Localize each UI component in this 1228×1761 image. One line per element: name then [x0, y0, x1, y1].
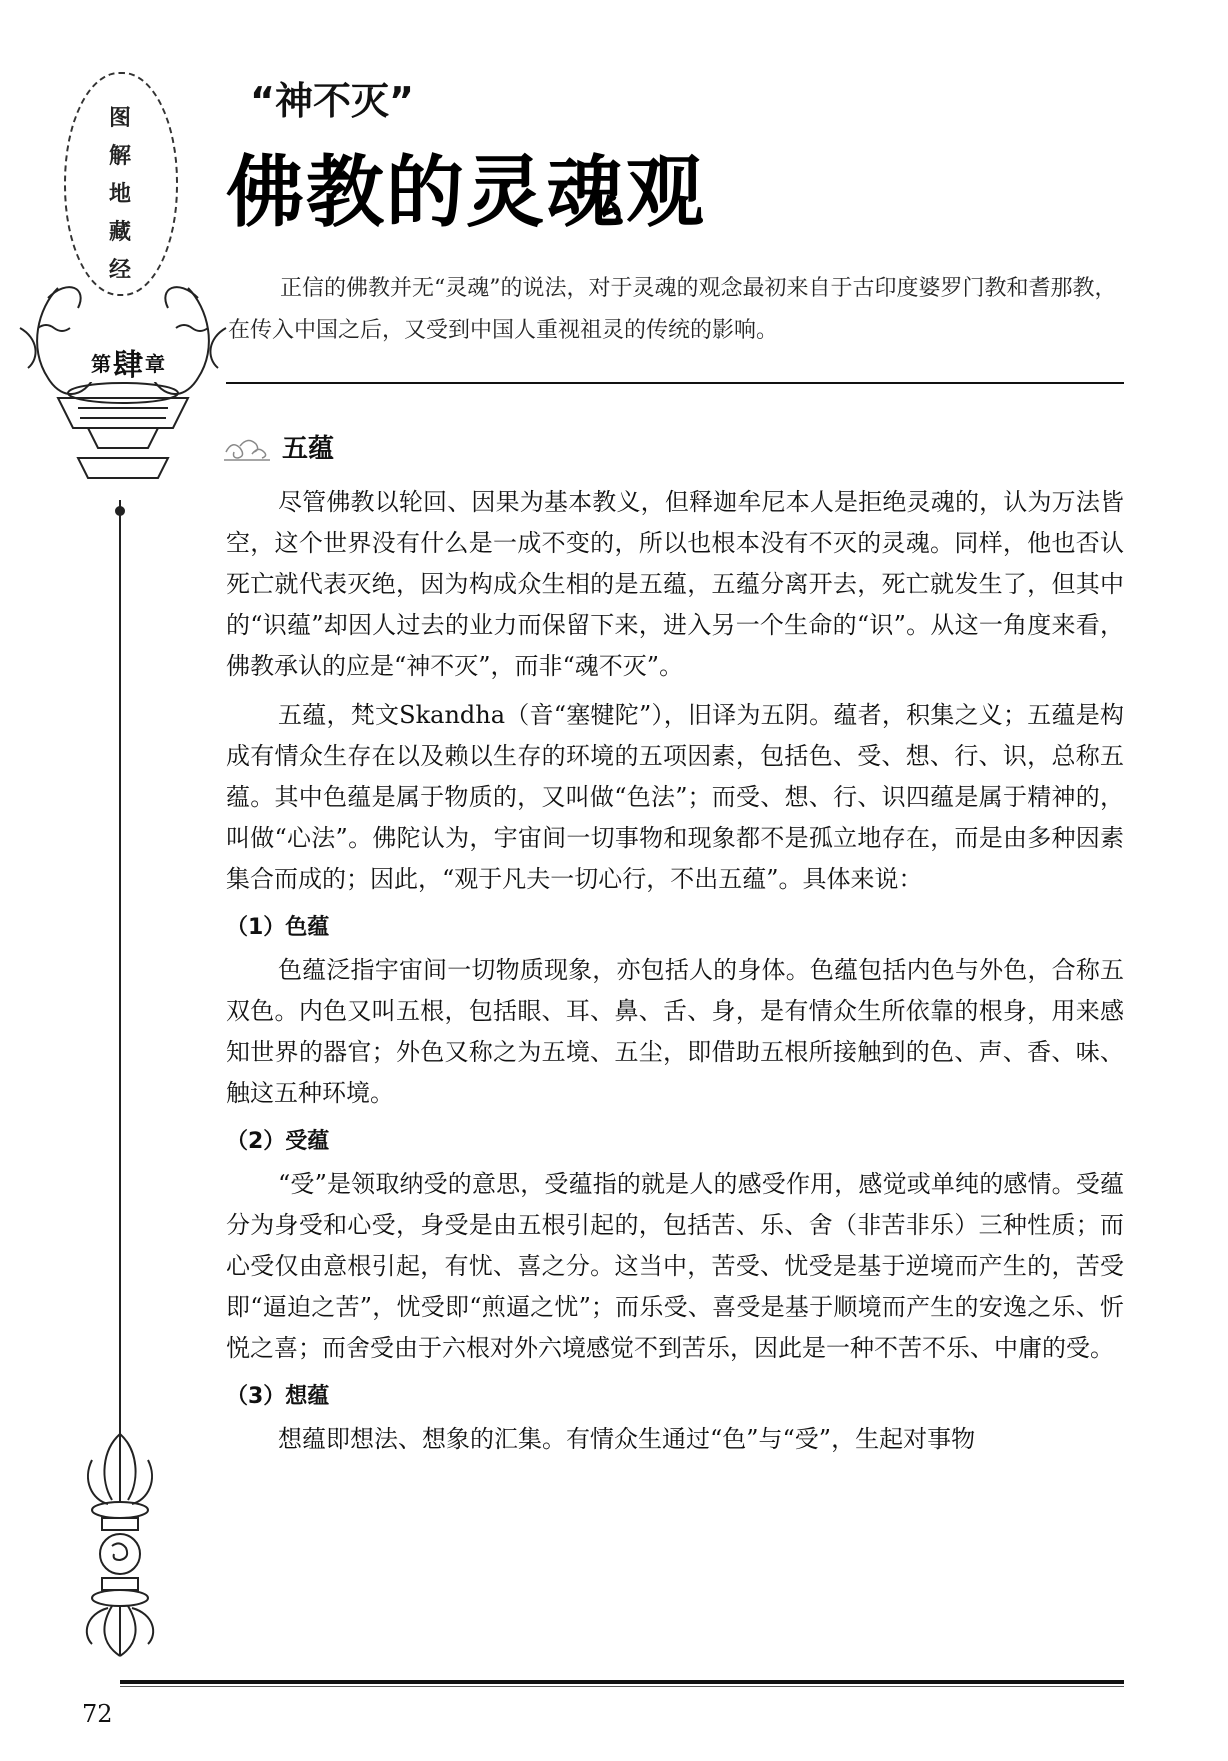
body-paragraph: 尽管佛教以轮回、因果为基本教义，但释迦牟尼本人是拒绝灵魂的，认为万法皆空，这个世界没有什么是一成不变的，所以也根本没有不灭的灵魂。同样，他也否认死亡就代表灭绝，因为构成众生相的是五蕴，五蕴分离开去，死亡就发生了，但其中的“识蕴”却因人过去的业力而保留下来，进入另一个生命的“识”。从这一角度来看，佛教承认的应是“神不灭”，而非“魂不灭”。 — [226, 488, 1124, 680]
body-paragraph: 色蕴泛指宇宙间一切物质现象，亦包括人的身体。色蕴包括内色与外色，合称五双色。内色又叫五根，包括眼、耳、鼻、舌、身，是有情众生所依靠的根身，用来感知世界的器官；外色又称之为五境、五尘，即借助五根所接触到的色、声、香、味、触这五种环境。 — [226, 956, 1124, 1107]
series-char: 解 — [108, 144, 131, 169]
section-heading: 五蕴 — [282, 434, 335, 464]
vajra-icon — [72, 1430, 168, 1660]
chapter-suffix: 章 — [145, 351, 165, 376]
footer-divider-thin — [120, 1686, 1124, 1687]
body-paragraph: 五蕴，梵文Skandha（音“塞犍陀”），旧译为五阴。蕴者，积集之义；五蕴是构成有情众生存在以及赖以生存的环境的五项因素，包括色、受、想、行、识，总称五蕴。其中色蕴是属于物质的，又叫做“色法”；而受、想、行、识四蕴是属于精神的，叫做“心法”。佛陀认为，宇宙间一切事物和现象都不是孤立地存在，而是由多种因素集合而成的；因此，“观于凡夫一切心行，不出五蕴”。具体来说： — [226, 701, 1124, 893]
chapter-badge — [72, 342, 184, 382]
chapter-prefix: 第 — [91, 351, 111, 376]
series-char: 图 — [108, 106, 131, 131]
body-paragraph: “受”是领取纳受的意思，受蕴指的就是人的感受作用，感觉或单纯的感情。受蕴分为身受和心受，身受是由五根引起的，包括苦、乐、舍（非苦非乐）三种性质；而心受仅由意根引起，有忧、喜之分。这当中，苦受、忧受是基于逆境而产生的，苦受即“逼迫之苦”，忧受即“煎逼之忧”；而乐受、喜受是基于顺境而产生的安逸之乐、忻悦之喜；而舍受由于六根对外六境感觉不到苦乐，因此是一种不苦不乐、中庸的受。 — [226, 1170, 1124, 1362]
sidebar-divider — [119, 500, 121, 1440]
body-text — [226, 482, 1124, 1468]
sidebar-dot — [115, 506, 125, 516]
subsection-heading-se: （1）色蕴 — [226, 915, 330, 940]
cloud-swirl-icon — [222, 432, 274, 466]
series-char: 经 — [108, 258, 131, 283]
series-char: 地 — [108, 182, 131, 207]
intro-paragraph: 正信的佛教并无“灵魂”的说法，对于灵魂的观念最初来自于古印度婆罗门教和耆那教，在传入中国之后，又受到中国人重视祖灵的传统的影响。 — [228, 276, 1117, 343]
header-divider — [226, 382, 1124, 384]
subsection-heading-xiang: （3）想蕴 — [226, 1384, 330, 1409]
page-number: 72 — [82, 1700, 113, 1728]
page-subtitle: “神不灭” — [250, 79, 414, 123]
page-title: 佛教的灵魂观 — [226, 147, 707, 238]
footer-divider — [120, 1680, 1124, 1684]
body-paragraph: 想蕴即想法、想象的汇集。有情众生通过“色”与“受”，生起对事物 — [278, 1425, 976, 1453]
series-title — [100, 104, 140, 286]
subsection-heading-shou: （2）受蕴 — [226, 1129, 330, 1154]
chapter-number: 肆 — [113, 348, 143, 383]
series-char: 藏 — [108, 220, 131, 245]
